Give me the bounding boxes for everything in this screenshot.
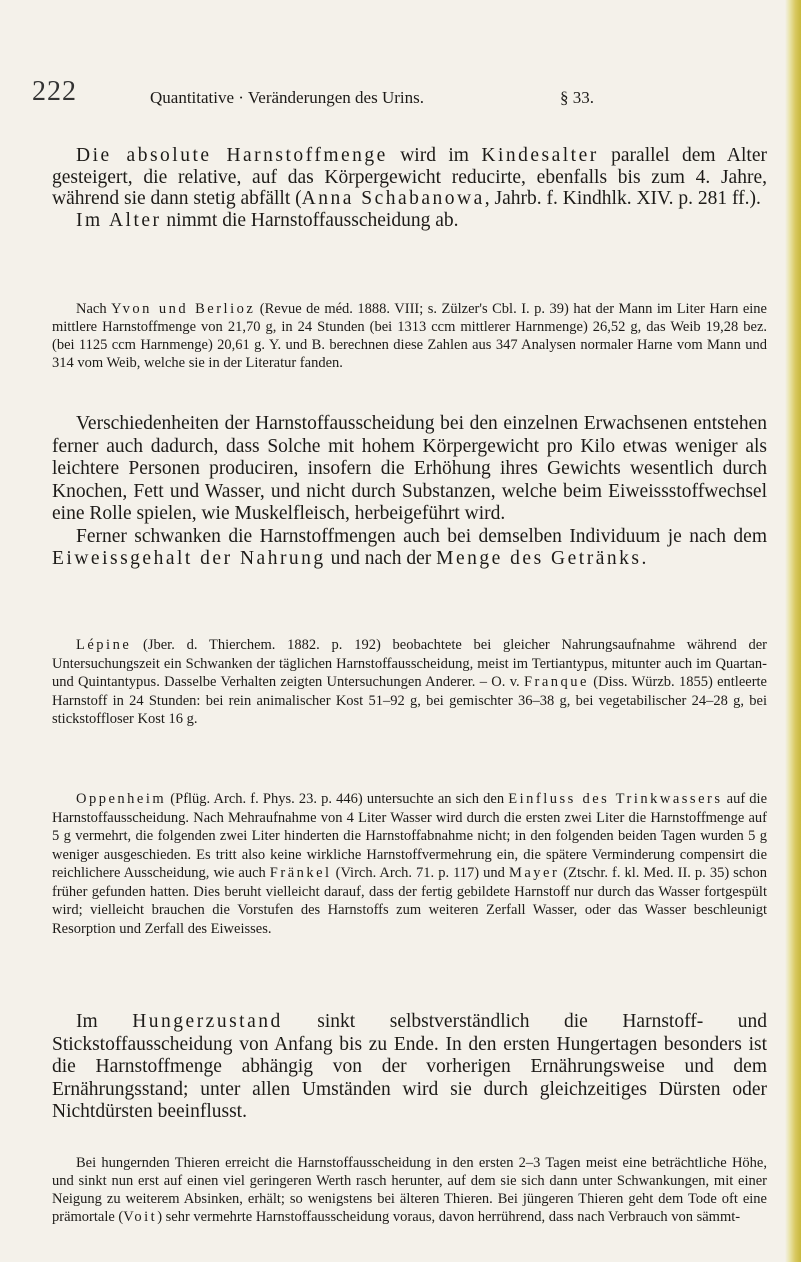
paragraph-hungerzustand: Im Hungerzustand sinkt selbstverständlich die Harnstoff- und Stickstoffausscheidung von Anfang bis zu Ende. In den ersten Hungertagen besonders ist die Harnstoffmenge abhängig von der vorherigen Ernährungsweise und dem Ernährungsstand; unter allen Umständen wird sie durch gleichzeitiges Dürsten oder Nichtdürsten beeinflusst. — [52, 1011, 767, 1122]
running-title: Quantitative · Veränderungen des Urins. — [150, 88, 424, 107]
emphasis: Hungerzustand — [132, 1011, 283, 1032]
emphasis: Einfluss des Trinkwassers — [508, 791, 723, 807]
author-name: Anna Schabanowa — [301, 188, 485, 209]
running-header — [32, 76, 770, 116]
emphasis: Die absolute Harnstoffmenge — [76, 145, 388, 166]
paragraph-absolute-harnstoffmenge: Die absolute Harnstoffmenge wird im Kindesalter parallel dem Alter gesteigert, die relative, auf das Körpergewicht reducirte, ebenfalls bis zum 4. Jahre, während sie dann stetig abfällt (Anna Schabanowa, Jahrb. f. Kindhlk. XIV. p. 281 ff.). Im Alter nimmt die Harnstoffausscheidung ab. — [52, 145, 767, 231]
page-number: 222 — [32, 76, 77, 107]
note-oppenheim: Oppenheim (Pflüg. Arch. f. Phys. 23. p. 446) untersuchte an sich den Einfluss des Trinkwassers auf die Harnstoffausscheidung. Nach Mehraufnahme von 4 Liter Wasser wird durch die ersten zwei Liter die Harnstoffmenge auf 5 g vermehrt, die folgenden zwei Liter hinderten die Harnstoffabnahme nicht; in den folgenden beiden Tagen wurden 5 g weniger ausgeschieden. Es tritt also keine wirkliche Harnstoffvermehrung ein, die spätere Verminderung compensirt die reichlichere Ausscheidung, wie auch Fränkel (Virch. Arch. 71. p. 117) und Mayer (Ztschr. f. kl. Med. II. p. 35) schon früher gefunden hatten. Dies beruht vielleicht darauf, dass der fertig gebildete Harnstoff nur durch das Wasser fortgespült wird; vielleicht brauchen die Vorstufen des Harnstoffs zum weiteren Zerfall Wasser, oder das Wasser beschleunigt Resorption und Zerfall des Eiweisses. — [52, 791, 768, 937]
author-name: Oppenheim — [76, 791, 167, 807]
author-name: Fränkel — [269, 865, 332, 881]
author-name: Mayer — [508, 865, 560, 881]
page-edge — [785, 0, 801, 1262]
emphasis: Kindesalter — [481, 145, 599, 166]
section-number: § 33. — [560, 88, 594, 107]
paragraph-verschiedenheiten — [52, 413, 767, 571]
emphasis: Im Alter — [76, 209, 162, 231]
paragraph-text: Verschiedenheiten der Harnstoffausscheidung bei den einzelnen Erwachsenen entstehen ferner auch dadurch, dass Solche mit hohem Körpergewicht pro Kilo etwas weniger als leichtere Personen produciren, insofern die Erhöhung ihres Gewichts wesentlich durch Knochen, Fett und Wasser, und nicht durch Substanzen, welche beim Eiweissstoffwechsel eine Rolle spielen, wie Muskelfleisch, herbeigeführt wird. — [52, 413, 767, 524]
note-lepine: Lépine (Jber. d. Thierchem. 1882. p. 192) beobachtete bei gleicher Nahrungsaufnahme während der Untersuchungszeit ein Schwanken der täglichen Harnstoffausscheidung, meist im Tertiantypus, mitunter auch im Quartan- und Quintantypus. Dasselbe Verhalten zeigten Untersuchungen Anderer. – O. v. Franque (Diss. Würzb. 1855) entleerte Harnstoff in 24 Stunden: bei rein animalischer Kost 51–92 g, bei gemischter 36–38 g, bei vegetabilischer 24–28 g, bei stickstoffloser Kost 16 g. — [52, 637, 767, 727]
author-name: Franque — [523, 674, 589, 690]
author-name: Yvon und Berlioz — [111, 301, 256, 317]
author-name: Lépine — [76, 637, 132, 653]
paragraph-ferner: Ferner schwanken die Harnstoffmengen auch bei demselben Individuum je nach dem Eiweissgehalt der Nahrung und nach der Menge des Getränks. — [52, 525, 767, 569]
emphasis: Eiweissgehalt der Nahrung — [52, 548, 326, 569]
emphasis: Menge des Getränks — [436, 548, 642, 569]
author-name: Voit — [123, 1209, 158, 1225]
note-yvon-berlioz: Nach Yvon und Berlioz (Revue de méd. 1888. VIII; s. Zülzer's Cbl. I. p. 39) hat der Mann im Liter Harn eine mittlere Harnstoffmenge von 21,70 g, in 24 Stunden (bei 1313 ccm mittlerer Harnmenge) 26,52 g, das Weib 19,28 bez. (bei 1125 ccm Harnmenge) 20,61 g. Y. und B. berechnen diese Zahlen aus 347 Analysen normaler Harne vom Mann und 314 vom Weib, welche sie in der Literatur fanden. — [52, 301, 767, 371]
note-hungernde-thiere: Bei hungernden Thieren erreicht die Harnstoffausscheidung in den ersten 2–3 Tagen meist eine beträchtliche Höhe, und sinkt nun erst auf einen viel geringeren Werth rasch herunter, auf dem sie sich dann unter Schwankungen, mit einer Neigung zu weiterem Absinken, erhält; so wenigstens bei älteren Thieren. Bei jüngeren Thieren geht dem Tode oft eine prämortale (Voit) sehr vermehrte Harnstoffausscheidung voraus, davon herrührend, dass nach Verbrauch von sämmt- — [52, 1155, 767, 1225]
